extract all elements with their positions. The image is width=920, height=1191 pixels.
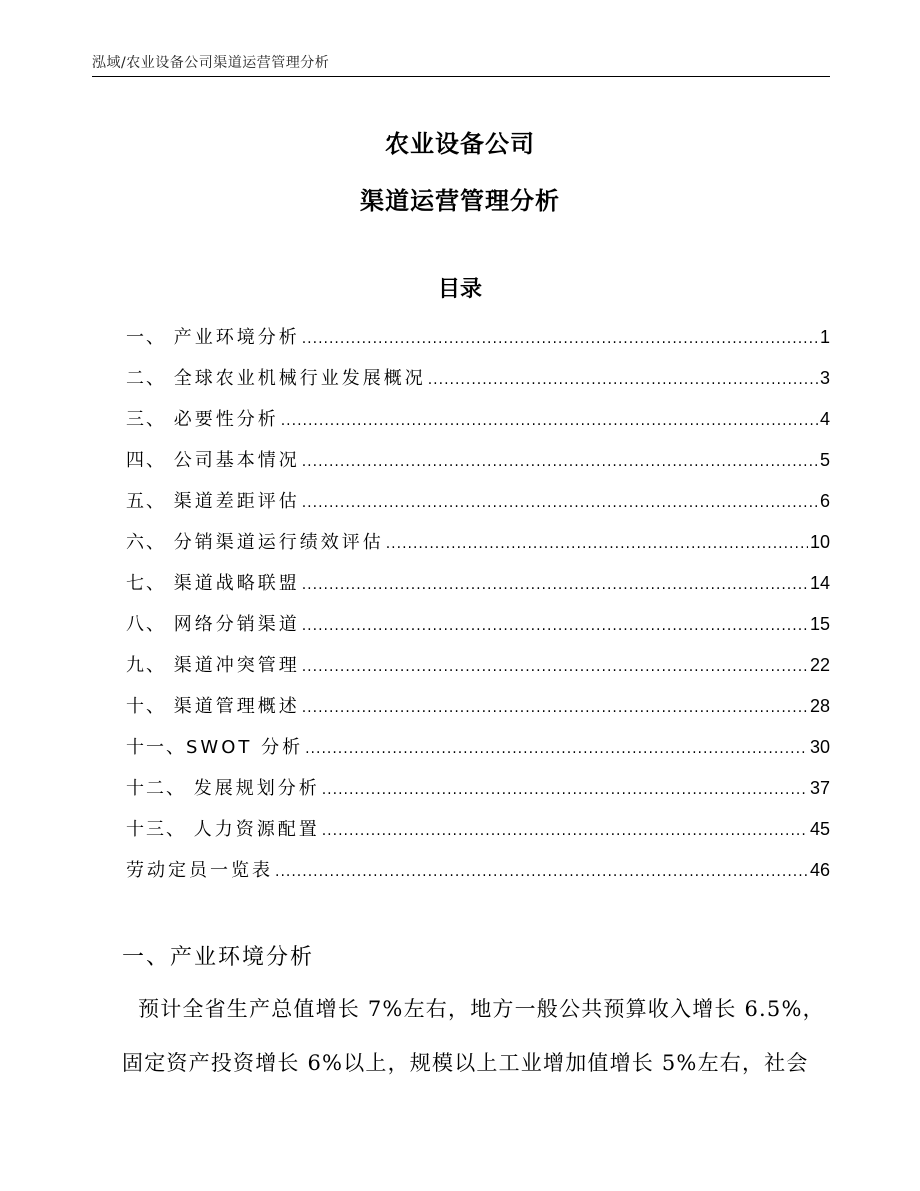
toc-entry[interactable]: [126, 528, 830, 569]
toc-entry-page: 4: [819, 409, 830, 429]
toc-entry[interactable]: [126, 405, 830, 446]
body-paragraph: 预计全省生产总值增长 7%左右，地方一般公共预算收入增长 6.5%，固定资产投资增长 6%以上，规模以上工业增加值增长 5%左右，社会: [122, 997, 825, 1075]
toc-entry-number: 十三、: [126, 819, 194, 840]
toc-entry-page: 37: [809, 778, 830, 798]
toc-entry[interactable]: [126, 610, 830, 651]
toc-leader-dots: [275, 858, 808, 886]
toc-leader-dots: [302, 612, 808, 640]
toc-entry-number: 七、: [126, 573, 174, 594]
toc-entry-page: 30: [809, 737, 830, 757]
toc-entry-label: 网络分销渠道: [173, 614, 300, 635]
toc-entry-page: 15: [809, 614, 830, 634]
toc-entry[interactable]: [126, 446, 830, 487]
toc-entry[interactable]: [126, 774, 830, 815]
toc-leader-dots: [322, 817, 808, 845]
toc-leader-dots: [302, 694, 808, 722]
toc-leader-dots: [386, 530, 808, 558]
toc-entry-number: 三、: [126, 409, 174, 430]
toc-entry-number: 八、: [126, 614, 174, 635]
document-title-line-2: 渠道运营管理分析: [360, 187, 560, 215]
toc-entry[interactable]: [126, 856, 830, 897]
toc-entry-label: 渠道战略联盟: [173, 573, 300, 594]
toc-entry-label: 发展规划分析: [193, 778, 320, 799]
toc-entry[interactable]: [126, 364, 830, 405]
section-heading: 一、产业环境分析: [122, 945, 315, 970]
toc-entry-number: 四、: [126, 450, 174, 471]
toc-entry-page: 10: [809, 532, 830, 552]
toc-entry-page: 6: [819, 491, 830, 511]
toc-entry-label: 公司基本情况: [173, 450, 300, 471]
toc-entry[interactable]: [126, 815, 830, 856]
toc-entry-page: 46: [809, 860, 830, 880]
toc-entry-number: 九、: [126, 655, 174, 676]
toc-entry-label: 渠道冲突管理: [173, 655, 300, 676]
toc-entry-label: 渠道差距评估: [173, 491, 300, 512]
toc-leader-dots: [281, 407, 818, 435]
toc-entry-page: 3: [819, 368, 830, 388]
document-title-line-1: 农业设备公司: [385, 130, 535, 158]
table-of-contents: [126, 323, 830, 897]
toc-entry-label: 人力资源配置: [193, 819, 320, 840]
toc-entry-number: 十二、: [126, 778, 194, 799]
toc-leader-dots: [322, 776, 808, 804]
toc-entry-number: 五、: [126, 491, 174, 512]
toc-entry-page: 45: [809, 819, 830, 839]
toc-entry[interactable]: [126, 323, 830, 364]
toc-entry-number: 二、: [126, 368, 174, 389]
running-header: 泓域/农业设备公司渠道运营管理分析: [92, 55, 330, 71]
header-rule: [92, 76, 830, 77]
toc-entry-number: 六、: [126, 532, 174, 553]
toc-entry-label: 全球农业机械行业发展概况: [173, 368, 426, 389]
toc-entry[interactable]: [126, 569, 830, 610]
toc-entry-page: 28: [809, 696, 830, 716]
toc-leader-dots: [302, 653, 808, 681]
toc-entry-page: 5: [819, 450, 830, 470]
toc-entry[interactable]: [126, 692, 830, 733]
toc-entry-label: 必要性分析: [173, 409, 279, 430]
toc-entry-label: SWOT 分析: [186, 737, 304, 758]
toc-leader-dots: [302, 571, 808, 599]
toc-entry[interactable]: [126, 651, 830, 692]
toc-entry-number: 十一、: [126, 737, 186, 758]
toc-entry-number: 十、: [126, 696, 174, 717]
toc-leader-dots: [302, 489, 818, 517]
toc-entry-label: 分销渠道运行绩效评估: [173, 532, 384, 553]
toc-entry-page: 22: [809, 655, 830, 675]
toc-entry-page: 1: [819, 327, 830, 347]
toc-entry-page: 14: [809, 573, 830, 593]
toc-entry-label: 劳动定员一览表: [126, 860, 273, 881]
toc-entry[interactable]: [126, 487, 830, 528]
toc-entry-label: 渠道管理概述: [173, 696, 300, 717]
toc-entry-label: 产业环境分析: [173, 327, 300, 348]
toc-leader-dots: [305, 735, 808, 763]
toc-leader-dots: [428, 366, 818, 394]
toc-leader-dots: [302, 325, 818, 353]
toc-leader-dots: [302, 448, 818, 476]
toc-entry-number: 一、: [126, 327, 174, 348]
toc-heading: 目录: [437, 277, 482, 302]
toc-entry[interactable]: [126, 733, 830, 774]
